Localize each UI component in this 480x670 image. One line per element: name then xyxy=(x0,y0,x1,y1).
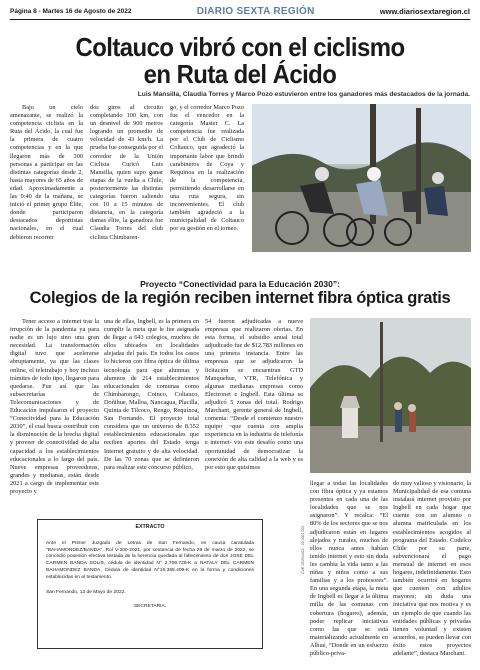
article1-subtitle: Luis Mansilla, Claudia Torres y Marco Pozo estuvieron entre los ganadores más destacados de la jornada. xyxy=(137,91,470,98)
article2-text-2: una de ellas, Ingbell, es la primera en cumplir la meta que le fue asignada de llegar a 643 colegios, muchos de ellos ubicados en localidades alejadas del país. En todos los casos lo hicieron con fibra óptica de última tecnología para que alumnas y alumnos de 214 establecimientos educacionales de comunas como Chimbarongo, Coinco, Coltauco, Doñihue, Malloa, Nancagua, Placilla, Quinta de Tilcoco, Rengo, Requínoa, San Fernando. El proyecto total considera que un universo de 8.352 establecimientos educacionales que reciben aportes del Estado tenga Internet gratuito y de alta velocidad. De las 70 zonas que se definieron para realizar este concurso público, xyxy=(104,318,199,471)
masthead: DIARIO SEXTA REGIÓN xyxy=(196,5,315,17)
article2-title: Colegios de la región reciben internet fibra óptica gratis xyxy=(29,289,451,307)
article1-column-2 xyxy=(90,104,163,252)
header-rule xyxy=(10,19,470,20)
article1-text-1: Bajo un cielo amenazante, se realizó la competencia ciclista en la Ruta del Ácido, la cual fue la primera de cuatro competencias y en la que llegaron más de 300 personas a participar en las distintas categorías desde 2, hasta mayores de 65 años de edad. Aproximadamente a las 9:40 de la mañana, se inició el primer grupo Élite, donde participaron destacados deportistas nacionales, en el cual debieron recorrer xyxy=(10,104,83,241)
article1-title-line1: Coltauco vibró con el ciclismo xyxy=(75,32,405,62)
article2-text-3: 54 fueron adjudicadas a nueve empresas que realizaron ofertas. En esta forma, el subsidio anual total adjudicado fue de $12.783 millones en una primera instancia. Entre las empresas que se adjudicaron la licitación se encuentran GTD Manquehue, VTR, Telefónica y algunas medianas empresas como Electronet e Ingbell. Esta última se adjudicó 5 zonas del total. Rodrigo Marchant, gerente general de Ingbell, comenta: “Desde el comienzo nuestro equipo ¬que cuenta con amplia experiencia en la industria de telefonía e internet- vio este desafío como una oportunidad de democratizar la conexión de alta calidad a la web y es por esto que quisimos xyxy=(205,318,303,471)
page-header xyxy=(10,4,470,18)
article2-text-1: Tener acceso a internet tras la irrupción de la pandemia ya para nadie es un lujo sino una gran necesidad. La transformación digital tuvo que acelerarse abruptamente, ya que las clases online, el teletrabajo y hoy incluso trámites de todo tipo, llegaron para quedarse. Fue así que las subsecretarías de Telecomunicaciones y de Educación impulsaron el proyecto “Conectividad para la Educación 2030”, el cual busca contribuir con la disminución de la brecha digital y proveer de conectividad de alta capacidad a los establecimientos educacionales a lo largo del país. Nueve empresas proveedoras, grandes y medianas, están desde 2021 a cargo de implementar este proyecto y xyxy=(10,318,99,495)
website-link[interactable]: www.diariosextaregion.cl xyxy=(379,6,470,16)
legal-notice-title: EXTRACTO xyxy=(135,524,165,530)
cycling-photo-illustration xyxy=(252,104,471,252)
legal-notice-date: San Fernando, 13 de Mayo de 2022. xyxy=(46,589,126,595)
article2-column-5 xyxy=(393,480,471,658)
vertical-note: CVE 15/25/2022 · 00 0001 000 xyxy=(301,525,305,574)
page-info: Página 8 - Martes 16 de Agosto de 2022 xyxy=(10,7,132,15)
article1-column-3 xyxy=(170,104,244,252)
article1-title-line2: en Ruta del Ácido xyxy=(143,59,337,89)
article2-text-5: do muy valioso y visionario, la Municipalidad de esa comuna instalará internet provisto por Ingbell en cada hogar que cuente con un alumno o alumna matriculada en los establecimientos acogidos al programa del Estado. Codelco Chile por su parte, subvencionará el pago mensual de internet en esos hogares, indefinidamente. Esto también ocurrirá en hogares que cuenten con adultos mayores; sin duda una iniciativa que nos motiva y es un ejemplo de que cuando las entidades públicas y privadas tienen voluntad y existen acuerdos, se pueden llevar con éxito estos proyectos adelante”, destaca Marchant. xyxy=(393,480,471,657)
rural-school-photo xyxy=(310,318,471,473)
article2-column-2 xyxy=(104,318,199,514)
cycling-race-photo xyxy=(252,104,471,252)
article2-text-4: llegar a todas las localidades con fibra óptica y ya estamos presentes en cada una de las localidades que se nos asignaron”. Y recalca: “El 80% de los sectores que se nos adjudicaron están en lugares alejados y rurales, muchos de ellos nunca antes habían tenido internet y esto sin duda les cambia la vida tanto a las niñas y niños como a sus familias y a los profesores”. En una segunda etapa, la meta de Ingbell es llegar a la última milla de las comunas con cobertura (hogares), además, poder replicar iniciativas como las que se está materializando actualmente en Alhué, “Donde en un esfuerzo público-priva- xyxy=(310,480,388,657)
article1-text-2: dos giros al circuito completando 100 km, con un desnivel de 900 metros logrando un promedio de velocidad de 43 km/h. La prueba fue conseguida por el corredor de la Unión Ciclista Curicó Luis Mansilla, quien supo ganar etapas de la vuelta a Chile, posteriormente las distintas categorías fueron saliendo cos 10 a 15 minutos de distancia, en la categoría damas élite, la ganadora fue Claudia Torres del club ciclista Chimbaren- xyxy=(90,104,163,241)
article1-column-1 xyxy=(10,104,83,252)
article2-column-4 xyxy=(310,480,388,658)
legal-notice-body: Ante el Primer Juzgado de Letras de San Fernando, en causa caratulada "BAHAMONDEZ/BANDA", Rol V-200-2021, por sentencia de fecha 29 de marzo de 2022, se concedió posesión efectiva testada de la herencia quedada al fallecimiento de don JOSÉ DEL CARMEN BANDA SOLIS, cédula de identidad N° 2.709.726-K a NATALY DEL CARMEN BAHAMONDEZ BANDA, Cédula de identidad N°16.365.409-K en la forma y condiciones establecidas en el testamento. xyxy=(46,540,254,580)
article2-column-1 xyxy=(10,318,99,514)
legal-notice-box xyxy=(37,519,263,649)
article1-text-3: go, y el corredor Marco Pozo fue el vencedor en la categoría Master C. La competencia fue realizada por el Club de Ciclismo Coltauco, que agradeció la importante labor que brindó carabineros de Coya y Requinoa en la realización de la competencia, permitiendo desarrollarse en una ruta segura, sin inconvenientes. El club también agradeció a la municipalidad de Coltauco por su gestión en el torneo. xyxy=(170,104,244,233)
legal-notice-signature: SECRETARIA. xyxy=(133,604,167,610)
article2-column-3 xyxy=(205,318,303,514)
article2-kicker: Proyecto “Conectividad para la Educación 2030”: xyxy=(140,279,340,289)
rural-photo-illustration xyxy=(310,318,471,473)
article1-title xyxy=(28,34,451,88)
